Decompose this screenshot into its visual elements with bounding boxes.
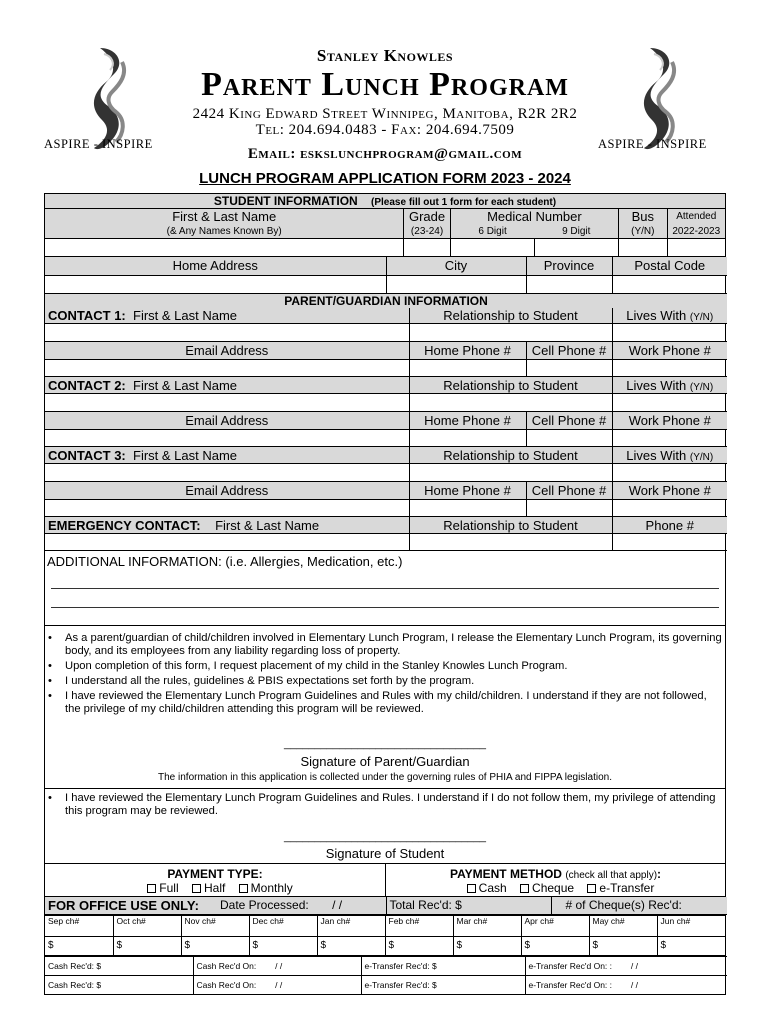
student-statement: • I have reviewed the Elementary Lunch Program Guidelines and Rules. I understand if I do not follow them, my privilege of attending this program may be reviewed. [45,792,725,818]
home-address-label: Home Address [45,257,386,275]
attended-field[interactable] [667,239,725,257]
city-field[interactable] [386,275,526,293]
application-form [44,193,726,995]
cash-label: Cash [478,881,507,895]
cash-received-on-2[interactable]: Cash Rec'd On: / / [193,975,361,994]
additional-info-line-1[interactable] [51,588,719,589]
contact1-cell-phone-label: Cell Phone # [526,342,612,360]
total-received: Total Rec'd: $ [386,897,551,914]
parent-statements-section [45,626,725,789]
contact2-email-field[interactable] [45,430,409,447]
month-apr: Apr ch# [521,915,589,936]
grade-label: Grade [404,209,450,225]
month-oct: Oct ch# [113,915,181,936]
cash-received-1[interactable]: Cash Rec'd: $ [45,956,193,975]
contact3-name-field[interactable] [45,464,409,482]
medical-9-digit: 9 Digit [534,225,618,239]
medical-9-field[interactable] [534,239,618,257]
nov-amount[interactable]: $ [181,936,249,955]
contact1-lives-with-label: Lives With (Y/N) [612,308,727,324]
contact3-work-phone-field[interactable] [612,500,727,517]
contact2-cell-phone-field[interactable] [526,430,612,447]
dec-amount[interactable]: $ [249,936,317,955]
contact1-email-label: Email Address [45,342,409,360]
etransfer-received-on-1[interactable]: e-Transfer Rec'd On: : / / [525,956,727,975]
statement-rules: • I understand all the rules, guidelines & PBIS expectations set forth by the program. [45,675,725,688]
monthly-cheque-table [45,915,725,956]
mar-amount[interactable]: $ [453,936,521,955]
bus-sub: (Y/N) [619,225,667,239]
office-use-label: FOR OFFICE USE ONLY: [45,897,217,914]
additional-info-section [45,551,725,626]
privacy-note: The information in this application is collected under the governing rules of PHIA and FIPPA legislation. [158,772,612,783]
cash-received-on-1[interactable]: Cash Rec'd On: / / [193,956,361,975]
motto-left: ASPIRE - INSPIRE [44,137,153,151]
month-nov: Nov ch# [181,915,249,936]
student-signature-label: Signature of Student [325,846,445,861]
contact1-work-phone-field[interactable] [612,360,727,377]
contact1-cell-phone-field[interactable] [526,360,612,377]
contact3-home-phone-field[interactable] [409,500,526,517]
payment-type [45,864,386,896]
contact2-relationship-field[interactable] [409,394,612,412]
emergency-name-label: EMERGENCY CONTACT: First & Last Name [45,517,409,534]
province-field[interactable] [526,275,612,293]
contact3-relationship-label: Relationship to Student [409,447,612,464]
parent-information-table [45,294,727,552]
medical-label: Medical Number [450,209,618,225]
contact2-name-label: CONTACT 2: First & Last Name [45,377,409,394]
payment-method-label: PAYMENT METHOD [449,867,562,881]
statement-reviewed: • I have reviewed the Elementary Lunch Program Guidelines and Rules with my child/children. I understand if they are not followed, the privilege of my child/children attending this program will be reviewed. [45,690,725,716]
monthly-label: Monthly [250,881,293,895]
email: Email: eskslunchprogram@gmail.com [247,146,523,162]
home-address-field[interactable] [45,275,386,293]
contact3-lives-with-label: Lives With (Y/N) [612,447,727,464]
additional-info-label: ADDITIONAL INFORMATION: (i.e. Allergies, Medication, etc.) [47,554,403,569]
contact1-home-phone-field[interactable] [409,360,526,377]
attended-sub: 2022-2023 [667,225,725,239]
contact3-cell-phone-field[interactable] [526,500,612,517]
contact1-relationship-label: Relationship to Student [409,308,612,324]
emergency-phone-label: Phone # [612,517,727,534]
month-jan: Jan ch# [317,915,385,936]
attended-label: Attended [667,209,725,225]
contact3-name-label: CONTACT 3: First & Last Name [45,447,409,464]
payment-type-label: PAYMENT TYPE: [167,867,263,881]
etransfer-received-on-2[interactable]: e-Transfer Rec'd On: : / / [525,975,727,994]
medical-6-digit: 6 Digit [450,225,534,239]
feb-amount[interactable]: $ [385,936,453,955]
phone-fax: Tel: 204.694.0483 - Fax: 204.694.7509 [255,122,515,138]
student-signature-line[interactable]: _________________________________ [284,831,486,843]
month-dec: Dec ch# [249,915,317,936]
province-label: Province [526,257,612,275]
contact3-relationship-field[interactable] [409,464,612,482]
jan-amount[interactable]: $ [317,936,385,955]
city-label: City [386,257,526,275]
contact1-name-field[interactable] [45,324,409,342]
contact2-relationship-label: Relationship to Student [409,377,612,394]
may-amount[interactable]: $ [589,936,657,955]
statement-release: • As a parent/guardian of child/children involved in Elementary Lunch Program, I release the Elementary Lunch Program, its governing body, and its employees from any liability regarding loss of property. [45,632,725,658]
bus-field[interactable] [619,239,667,257]
student-info-heading: STUDENT INFORMATION (Please fill out 1 form for each student) [45,194,725,209]
full-checkbox[interactable] [147,884,156,893]
full-label: Full [159,881,179,895]
half-label: Half [203,881,226,895]
cash-etransfer-table [45,956,727,995]
contact1-work-phone-label: Work Phone # [612,342,727,360]
cheques-received: # of Cheque(s) Rec'd: [551,897,727,914]
parent-signature-line[interactable]: _________________________________ [284,738,486,750]
contact1-relationship-field[interactable] [409,324,612,342]
form-title: LUNCH PROGRAM APPLICATION FORM 2023 - 2024 [199,170,571,187]
contact2-email-label: Email Address [45,412,409,430]
emergency-relationship-label: Relationship to Student [409,517,612,534]
etransfer-received-2[interactable]: e-Transfer Rec'd: $ [361,975,525,994]
emergency-phone-field[interactable] [612,534,727,551]
jun-amount[interactable]: $ [657,936,725,955]
half-checkbox[interactable] [192,884,201,893]
contact3-work-phone-label: Work Phone # [612,482,727,500]
student-information-table [45,194,725,257]
payment-method-note: (check all that apply) [565,870,658,881]
etransfer-received-1[interactable]: e-Transfer Rec'd: $ [361,956,525,975]
date-processed: Date Processed: / / [217,897,386,914]
month-jun: Jun ch# [657,915,725,936]
contact2-work-phone-label: Work Phone # [612,412,727,430]
contact2-home-phone-label: Home Phone # [409,412,526,430]
contact2-lives-with-label: Lives With (Y/N) [612,377,727,394]
student-statement-section [45,789,725,864]
payment-section [45,864,725,897]
etransfer-label: e-Transfer [599,881,655,895]
grade-field[interactable] [404,239,450,257]
student-name-label: First & Last Name [45,209,404,225]
student-name-field[interactable] [45,239,404,257]
oct-amount[interactable]: $ [113,936,181,955]
grade-sub: (23-24) [404,225,450,239]
parent-signature-label: Signature of Parent/Guardian [300,754,470,769]
monthly-checkbox[interactable] [239,884,248,893]
contact2-home-phone-field[interactable] [409,430,526,447]
cash-received-2[interactable]: Cash Rec'd: $ [45,975,193,994]
parent-info-heading: PARENT/GUARDIAN INFORMATION [45,294,727,308]
contact3-cell-phone-label: Cell Phone # [526,482,612,500]
program-title: Parent Lunch Program [201,66,569,103]
contact1-home-phone-label: Home Phone # [409,342,526,360]
additional-info-line-2[interactable] [51,607,719,608]
motto-right: ASPIRE - INSPIRE [598,137,707,151]
contact2-work-phone-field[interactable] [612,430,727,447]
bus-label: Bus [619,209,667,225]
office-use-table [45,897,727,915]
student-address-table [45,257,727,294]
statement-placement: • Upon completion of this form, I request placement of my child in the Stanley Knowles Lunch Program. [45,660,725,673]
contact2-cell-phone-label: Cell Phone # [526,412,612,430]
month-mar: Mar ch# [453,915,521,936]
school-name: Stanley Knowles [316,46,454,65]
contact3-email-label: Email Address [45,482,409,500]
month-may: May ch# [589,915,657,936]
postal-field[interactable] [612,275,727,293]
cash-checkbox[interactable] [467,884,476,893]
contact1-name-label: CONTACT 1: First & Last Name [45,308,409,324]
month-feb: Feb ch# [385,915,453,936]
contact1-lives-with-field[interactable] [612,324,727,342]
month-sep: Sep ch# [45,915,113,936]
sep-amount[interactable]: $ [45,936,113,955]
contact3-home-phone-label: Home Phone # [409,482,526,500]
contact3-lives-with-field[interactable] [612,464,727,482]
etransfer-checkbox[interactable] [587,884,596,893]
medical-6-field[interactable] [450,239,534,257]
postal-label: Postal Code [612,257,727,275]
payment-method: PAYMENT METHOD (check all that apply): Cash Cheque e-Transfer [449,867,662,895]
contact2-name-field[interactable] [45,394,409,412]
apr-amount[interactable]: $ [521,936,589,955]
cheque-checkbox[interactable] [520,884,529,893]
contact3-email-field[interactable] [45,500,409,517]
student-name-sub: (& Any Names Known By) [45,225,404,239]
emergency-relationship-field[interactable] [409,534,612,551]
contact2-lives-with-field[interactable] [612,394,727,412]
cheque-label: Cheque [532,881,575,895]
contact1-email-field[interactable] [45,360,409,377]
address: 2424 King Edward Street Winnipeg, Manitoba, R2R 2R2 [192,106,578,122]
emergency-name-field[interactable] [45,534,409,551]
